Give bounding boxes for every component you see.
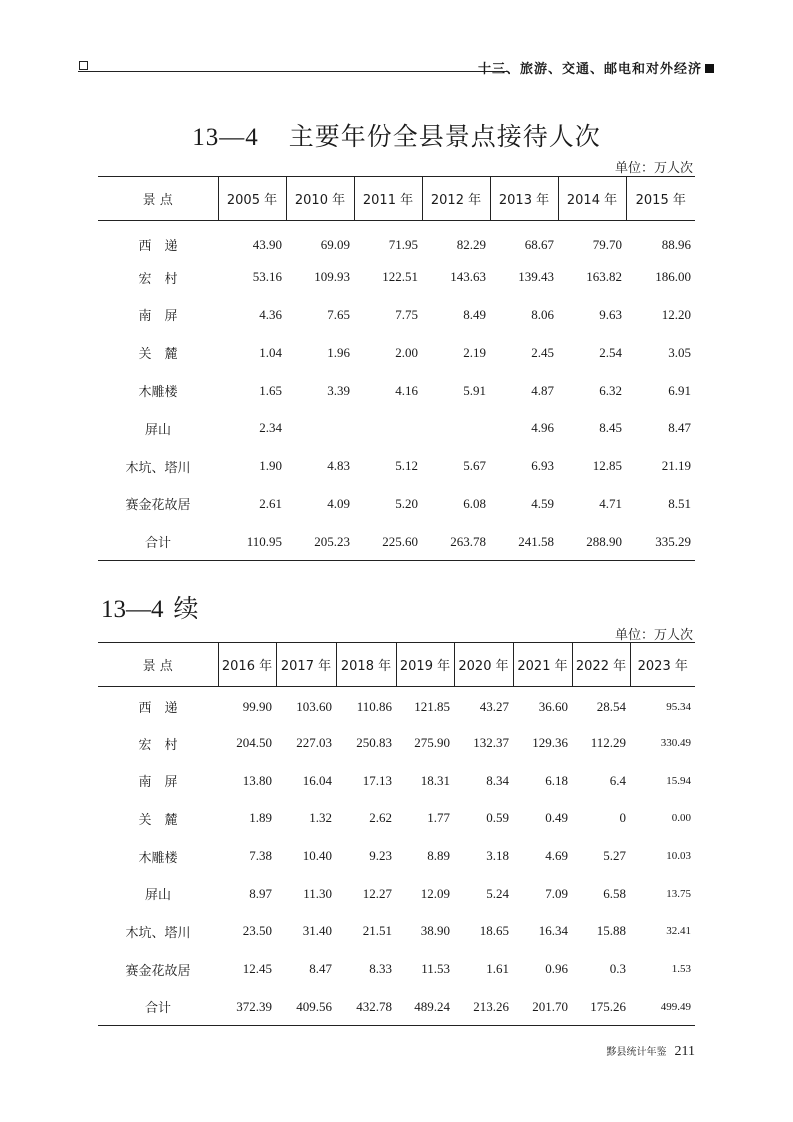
row-label: 宏 村	[138, 737, 178, 753]
table-cell: 4.96	[531, 420, 554, 436]
table-row	[98, 485, 695, 523]
table-cell: 9.63	[599, 306, 622, 322]
row-label: 赛金花故居	[125, 498, 191, 514]
table-row	[98, 221, 695, 259]
table-cell: 4.83	[327, 458, 350, 474]
table-cell: 3.18	[486, 848, 509, 864]
table2-code: 13—4	[101, 596, 164, 623]
table-cell: 12.09	[420, 885, 450, 901]
row-label: 赛金花故居	[125, 963, 191, 979]
table-row	[98, 447, 695, 485]
table-cell: 4.16	[395, 382, 418, 398]
column-header-site: 景 点	[142, 193, 173, 208]
column-header-year: 2010 年	[286, 177, 354, 221]
table-cell: 71.95	[388, 236, 418, 252]
table-cell: 21.19	[661, 458, 691, 474]
row-label: 宏 村	[138, 271, 178, 287]
table-cell: 5.27	[603, 848, 626, 864]
table-cell: 79.70	[592, 236, 622, 252]
row-label: 木雕楼	[138, 850, 178, 866]
table-row	[98, 950, 695, 988]
table-cell: 5.12	[395, 458, 418, 474]
table-row	[98, 409, 695, 447]
table-cell: 110.86	[356, 698, 392, 714]
table-cell: 263.78	[450, 533, 486, 549]
table-cell: 1.96	[327, 344, 350, 360]
column-header-year: 2023 年	[630, 643, 695, 687]
table-cell: 227.03	[296, 735, 332, 751]
table-cell: 43.90	[252, 236, 282, 252]
table-cell: 2.62	[369, 810, 392, 826]
table-cell: 3.39	[327, 382, 350, 398]
table-cell: 5.67	[463, 458, 486, 474]
row-label: 合计	[144, 536, 171, 552]
table-cell: 23.50	[242, 923, 272, 939]
table-cell: 409.56	[296, 998, 332, 1014]
table-cell: 13.75	[666, 887, 691, 900]
column-header-year: 2017 年	[276, 643, 336, 687]
table-cell: 0.3	[609, 961, 626, 977]
table-cell: 7.75	[395, 306, 418, 322]
table-cell: 5.20	[395, 495, 418, 511]
table-cell: 18.65	[479, 923, 509, 939]
table-cell: 31.40	[302, 923, 332, 939]
table-row	[98, 523, 695, 561]
table-cell: 4.36	[259, 306, 282, 322]
table-cell: 175.26	[590, 998, 626, 1014]
table-cell: 28.54	[596, 698, 626, 714]
table-cell: 21.51	[362, 923, 392, 939]
table-cell: 103.60	[296, 698, 332, 714]
table-cell: 6.91	[668, 382, 691, 398]
table-cell: 53.16	[252, 269, 282, 285]
table-row	[98, 913, 695, 951]
row-label: 木雕楼	[138, 385, 178, 401]
table-cell	[422, 409, 490, 447]
table-cell: 13.80	[242, 772, 272, 788]
row-label: 西 递	[138, 701, 178, 717]
table-cell: 201.70	[532, 998, 568, 1014]
column-header-year: 2021 年	[513, 643, 572, 687]
table-cell: 225.60	[382, 533, 418, 549]
table1-header-row	[98, 177, 695, 221]
table-cell: 6.18	[545, 772, 568, 788]
table-cell: 335.29	[655, 533, 691, 549]
table-cell: 2.19	[463, 344, 486, 360]
table-cell: 6.08	[463, 495, 486, 511]
chapter-header	[478, 58, 714, 77]
table-row	[98, 988, 695, 1026]
table-cell: 122.51	[382, 269, 418, 285]
table-cell: 5.24	[486, 885, 509, 901]
table-cell: 213.26	[473, 998, 509, 1014]
table-cell: 12.85	[592, 458, 622, 474]
column-header-year: 2016 年	[218, 643, 276, 687]
table2	[98, 642, 695, 1026]
table-cell: 15.88	[596, 923, 626, 939]
table-cell	[354, 409, 422, 447]
page-footer	[607, 1043, 695, 1060]
row-label: 关 麓	[138, 347, 178, 363]
table-cell: 2.34	[259, 420, 282, 436]
table-cell: 6.58	[603, 885, 626, 901]
table-cell: 121.85	[414, 698, 450, 714]
table-row	[98, 724, 695, 762]
table-row	[98, 372, 695, 410]
table-cell: 7.65	[327, 306, 350, 322]
table-cell: 82.29	[456, 236, 486, 252]
table-cell: 8.51	[668, 495, 691, 511]
table-cell: 109.93	[314, 269, 350, 285]
row-label: 南 屏	[138, 309, 178, 325]
table-cell: 7.38	[249, 848, 272, 864]
column-header-year: 2020 年	[454, 643, 513, 687]
table-cell: 15.94	[666, 774, 691, 787]
row-label: 南 屏	[138, 775, 178, 791]
table2-title	[101, 589, 199, 625]
table-cell: 18.31	[420, 772, 450, 788]
table-cell: 95.34	[666, 700, 691, 713]
table-cell: 8.33	[369, 961, 392, 977]
table-cell: 43.27	[479, 698, 509, 714]
table1-title	[0, 117, 793, 153]
table-cell: 2.00	[395, 344, 418, 360]
table-cell: 163.82	[586, 269, 622, 285]
table2-header-row	[98, 643, 695, 687]
table-cell: 0.00	[671, 812, 691, 825]
column-header-year: 2012 年	[422, 177, 490, 221]
table-row	[98, 837, 695, 875]
footer-book-title: 黟县统计年鉴	[606, 1047, 667, 1058]
table-cell: 10.40	[302, 848, 332, 864]
page-number: 211	[674, 1044, 695, 1059]
table-cell: 11.30	[303, 885, 332, 901]
table1-body	[98, 221, 695, 561]
table-cell: 4.69	[545, 848, 568, 864]
table-cell: 204.50	[236, 735, 272, 751]
table-cell: 1.53	[671, 963, 691, 976]
table-cell: 250.83	[356, 735, 392, 751]
table-cell: 10.03	[666, 850, 691, 863]
row-label: 西 递	[138, 239, 178, 255]
column-header-year: 2015 年	[626, 177, 695, 221]
table-cell: 8.34	[486, 772, 509, 788]
column-header-year: 2014 年	[558, 177, 626, 221]
table-cell: 7.09	[545, 885, 568, 901]
table-cell: 1.61	[486, 961, 509, 977]
table-cell: 1.32	[309, 810, 332, 826]
table-cell: 8.47	[668, 420, 691, 436]
table-cell: 17.13	[362, 772, 392, 788]
table-cell: 499.49	[660, 1000, 691, 1013]
table-cell: 241.58	[518, 533, 554, 549]
table-cell: 186.00	[655, 269, 691, 285]
table-cell: 6.32	[599, 382, 622, 398]
table-cell: 330.49	[660, 737, 691, 750]
table-cell: 38.90	[420, 923, 450, 939]
table-cell: 205.23	[314, 533, 350, 549]
table-cell: 68.67	[524, 236, 554, 252]
header-rule	[78, 71, 508, 72]
table-cell	[286, 409, 354, 447]
table-cell: 5.91	[463, 382, 486, 398]
table-row	[98, 334, 695, 372]
column-header-site: 景 点	[142, 659, 173, 674]
table-cell: 0.59	[486, 810, 509, 826]
table-cell: 16.04	[302, 772, 332, 788]
table-cell: 12.45	[242, 961, 272, 977]
table-row	[98, 258, 695, 296]
row-label: 屏山	[144, 422, 171, 438]
table-row	[98, 762, 695, 800]
filled-square-icon	[705, 64, 714, 73]
table-cell: 4.59	[531, 495, 554, 511]
column-header-year: 2011 年	[354, 177, 422, 221]
table-cell: 2.54	[599, 344, 622, 360]
table-cell: 16.34	[538, 923, 568, 939]
column-header-year: 2013 年	[490, 177, 558, 221]
table-cell: 275.90	[414, 735, 450, 751]
table-cell: 129.36	[532, 735, 568, 751]
table-cell: 432.78	[356, 998, 392, 1014]
row-label: 合计	[144, 1001, 171, 1017]
table-cell: 32.41	[666, 925, 691, 938]
table-cell: 4.71	[599, 495, 622, 511]
row-label: 屏山	[144, 888, 171, 904]
table-cell: 12.27	[362, 885, 392, 901]
table-cell: 12.20	[661, 306, 691, 322]
column-header-year: 2022 年	[572, 643, 630, 687]
table-cell: 8.49	[463, 306, 486, 322]
table2-unit: 单位：万人次	[614, 628, 693, 643]
table-cell: 99.90	[242, 698, 272, 714]
header-square-icon	[79, 61, 88, 70]
table-cell: 372.39	[236, 998, 272, 1014]
table-cell: 1.04	[259, 344, 282, 360]
table-cell: 88.96	[661, 236, 691, 252]
table1	[98, 176, 695, 561]
table-cell: 132.37	[473, 735, 509, 751]
table2-title-text: 续	[173, 596, 199, 623]
table-cell: 3.05	[668, 344, 691, 360]
table-cell: 8.45	[599, 420, 622, 436]
table-cell: 6.93	[531, 458, 554, 474]
table-cell: 1.89	[249, 810, 272, 826]
table-cell: 6.4	[609, 772, 626, 788]
table-cell: 110.95	[246, 533, 282, 549]
table-cell: 1.90	[259, 458, 282, 474]
table-row	[98, 296, 695, 334]
table-cell: 36.60	[538, 698, 568, 714]
table-cell: 0	[619, 810, 626, 826]
column-header-year: 2018 年	[336, 643, 396, 687]
table-cell: 8.06	[531, 306, 554, 322]
row-label: 木坑、塔川	[125, 460, 191, 476]
table-cell: 9.23	[369, 848, 392, 864]
row-label: 木坑、塔川	[125, 925, 191, 941]
chapter-title: 十三、旅游、交通、邮电和对外经济	[477, 62, 702, 77]
table-cell: 1.65	[259, 382, 282, 398]
table-cell: 1.77	[427, 810, 450, 826]
table-row	[98, 687, 695, 725]
table-cell: 112.29	[590, 735, 626, 751]
column-header-year: 2019 年	[396, 643, 454, 687]
table-cell: 8.89	[427, 848, 450, 864]
table-cell: 489.24	[414, 998, 450, 1014]
table-cell: 11.53	[421, 961, 450, 977]
table2-body	[98, 687, 695, 1026]
table-cell: 143.63	[450, 269, 486, 285]
table-cell: 69.09	[320, 236, 350, 252]
table-row	[98, 875, 695, 913]
table1-title-text: 主要年份全县景点接待人次	[288, 124, 601, 151]
table-cell: 4.87	[531, 382, 554, 398]
table-cell: 2.61	[259, 495, 282, 511]
table-cell: 0.49	[545, 810, 568, 826]
column-header-year: 2005 年	[218, 177, 286, 221]
table-cell: 8.47	[309, 961, 332, 977]
table1-code: 13—4	[192, 124, 259, 151]
table-cell: 8.97	[249, 885, 272, 901]
table-cell: 139.43	[518, 269, 554, 285]
table-cell: 2.45	[531, 344, 554, 360]
table-cell: 4.09	[327, 495, 350, 511]
row-label: 关 麓	[138, 812, 178, 828]
table1-unit: 单位：万人次	[614, 161, 693, 176]
table-cell: 0.96	[545, 961, 568, 977]
table-cell: 288.90	[586, 533, 622, 549]
table-row	[98, 800, 695, 838]
